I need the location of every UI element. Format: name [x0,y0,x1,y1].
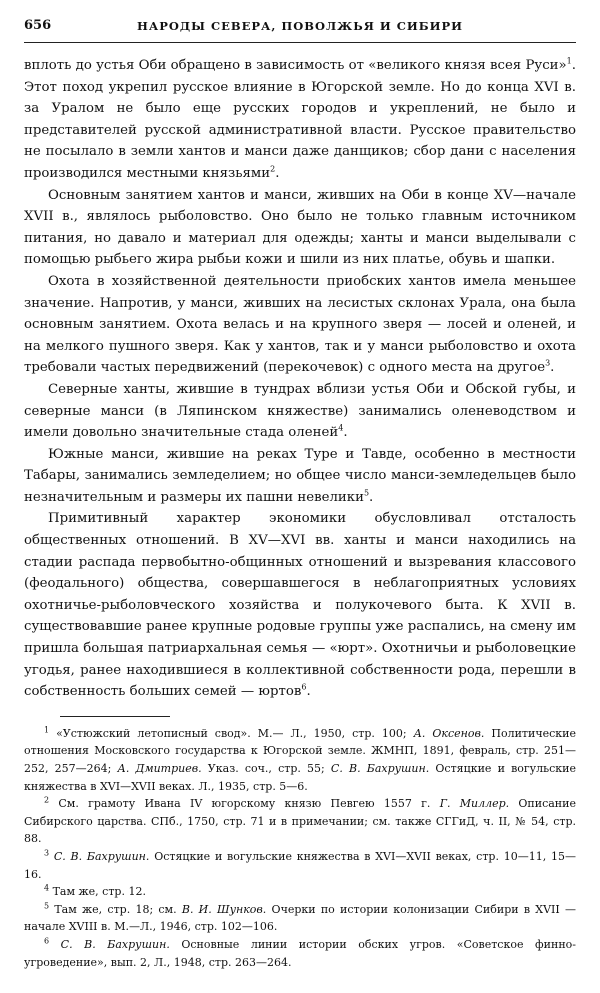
text-run: Основные линии истории обских угров. «Советское финно-угроведение», вып. 2, Л., 1948, стр. 263—264. [24,937,576,969]
paragraph [24,55,576,185]
text-run: Северные ханты, жившие в тундрах вблизи устья Оби и Обской губы, и северные манси (в Ляпинском княжестве) занимались оленеводством и имели довольно значительные стада оленей [24,381,576,441]
author-name: А. Дмитриев. [117,762,202,775]
page-header [24,16,576,43]
footnote-marker: 3 [44,848,50,858]
author-name: С. В. Бахрушин. [53,849,150,863]
footnote-marker: 2 [270,164,276,174]
author-name: С. В. Бахрушин. [330,762,430,775]
paragraph [24,185,576,271]
text-run: Охота в хозяйственной деятельности приобских хантов имела меньшее значение. Напротив, у манси, живших на лесистых склонах Урала, она была основным занятием. Охота велась и на крупного зверя — лосей и оленей, и на мелкого пушного зверя. Как у хантов, так и у манси рыболовство и охота требовали частых передвижений (перекочевок) с одного места на другое [24,273,576,376]
text-run: . [369,489,374,505]
footnote [24,883,576,901]
footnote-marker: 5 [44,901,50,911]
paragraph [24,271,576,379]
footnote [24,901,576,936]
footnote [24,936,576,971]
text-run: См. грамоту Ивана IV югорскому князю Певгею 1557 г. [49,797,440,811]
text-run: Южные манси, жившие на реках Туре и Тавде, особенно в местности Табары, занимались земледелием; но общее число манси-земледельцев было незначительным и размеры их пашни невелики [24,446,576,505]
footnote-marker: 5 [363,488,370,498]
author-name: В. И. Шунков. [181,902,267,916]
footnote-divider [60,716,170,717]
text-run: «Устюжский летописный свод». М.— Л., 1950, стр. 100; [49,726,414,740]
footnotes [24,725,576,971]
text-run: . [550,360,555,376]
footnote-marker: 3 [545,358,551,368]
paragraph [24,444,576,509]
paragraph [24,379,576,444]
footnote-marker: 1 [44,725,50,735]
page-number: 656 [24,18,52,33]
footnote [24,848,576,883]
text-run: Очерки по истории колонизации Сибири в XVII — начале XVIII в. М.—Л., 1946, стр. 102—106. [24,902,576,934]
footnote-marker: 4 [44,883,50,893]
main-text [24,55,576,703]
author-name: А. Оксенов. [413,726,485,740]
text-run: Примитивный характер экономики обусловливал отсталость общественных отношений. В XV—XVI вв. ханты и манси находились на стадии распада первобытно-общинных отношений и вызревания классового (феодального) общества, совершавшегося в неблагоприятных условиях охотничье-рыболовческого хозяйства и полукочевого быта. К XVII в. существовавшие ранее крупные родовые группы уже распались, на смену им пришла большая патриархальная семья — «юрт». Охотничьи и рыболовецкие угодья, ранее находившиеся в коллективной собственности рода, перешли в собственность больших семей — юртов [24,511,576,700]
footnote-marker: 1 [566,56,572,66]
footnote [24,795,576,848]
footnote-marker: 2 [44,795,50,805]
text-run: Указ. соч., стр. 55; [201,762,331,775]
author-name: С. В. Бахрушин. [60,937,170,951]
text-run: Там же, стр. 12. [49,885,146,899]
text-run: Там же, стр. 18; см. [49,902,182,916]
text-run: Политические отношения Московского государства к Югорской земле. ЖМНП, 1891, февраль, стр. 251—252, 257—264; [24,726,576,775]
footnote [24,725,576,795]
text-run [49,938,61,951]
footnote-marker: 6 [301,682,307,692]
text-run: Остяцкие и вогульские княжества в XVI—XVII веках, стр. 10—11, 15—16. [24,849,576,881]
text-run: Описание Сибирского царства. СПб., 1750, стр. 71 и в примечании; см. также СГГиД, ч. II, № 54, стр. 88. [24,797,576,846]
author-name: Г. Миллер. [439,797,510,811]
running-title: НАРОДЫ СЕВЕРА, ПОВОЛЖЬЯ И СИБИРИ [137,19,463,33]
text-run: Остяцкие и вогульские княжества в XVI—XVII веках. Л., 1935, стр. 5—6. [24,762,576,793]
text-run: вплоть до устья Оби обращено в зависимость от «великого князя всея Руси» [24,58,567,73]
footnote-marker: 6 [44,936,50,946]
text-run: Основным занятием хантов и манси, живших на Оби в конце XV—начале XVII в., являлось рыболовство. Оно было не только главным источником питания, но давало и материал для одежды; ханты и манси выделывали с помощью рыбьего жира рыбьи кожи и шили из них платье, обувь и шапки. [24,187,576,268]
text-run: . [306,684,311,700]
text-run: . [343,425,348,441]
paragraph [24,508,576,702]
text-run: . Этот поход укрепил русское влияние в Югорской земле. Но до конца XVI в. за Уралом не было еще русских городов и укреплений, не было и представителей русской административной власти. Русское правительство не посылало в земли хантов и манси даже данщиков; сбор дани с населения производился местными князьями [24,58,576,181]
footnote-marker: 4 [338,423,344,433]
text-run: . [275,165,280,181]
